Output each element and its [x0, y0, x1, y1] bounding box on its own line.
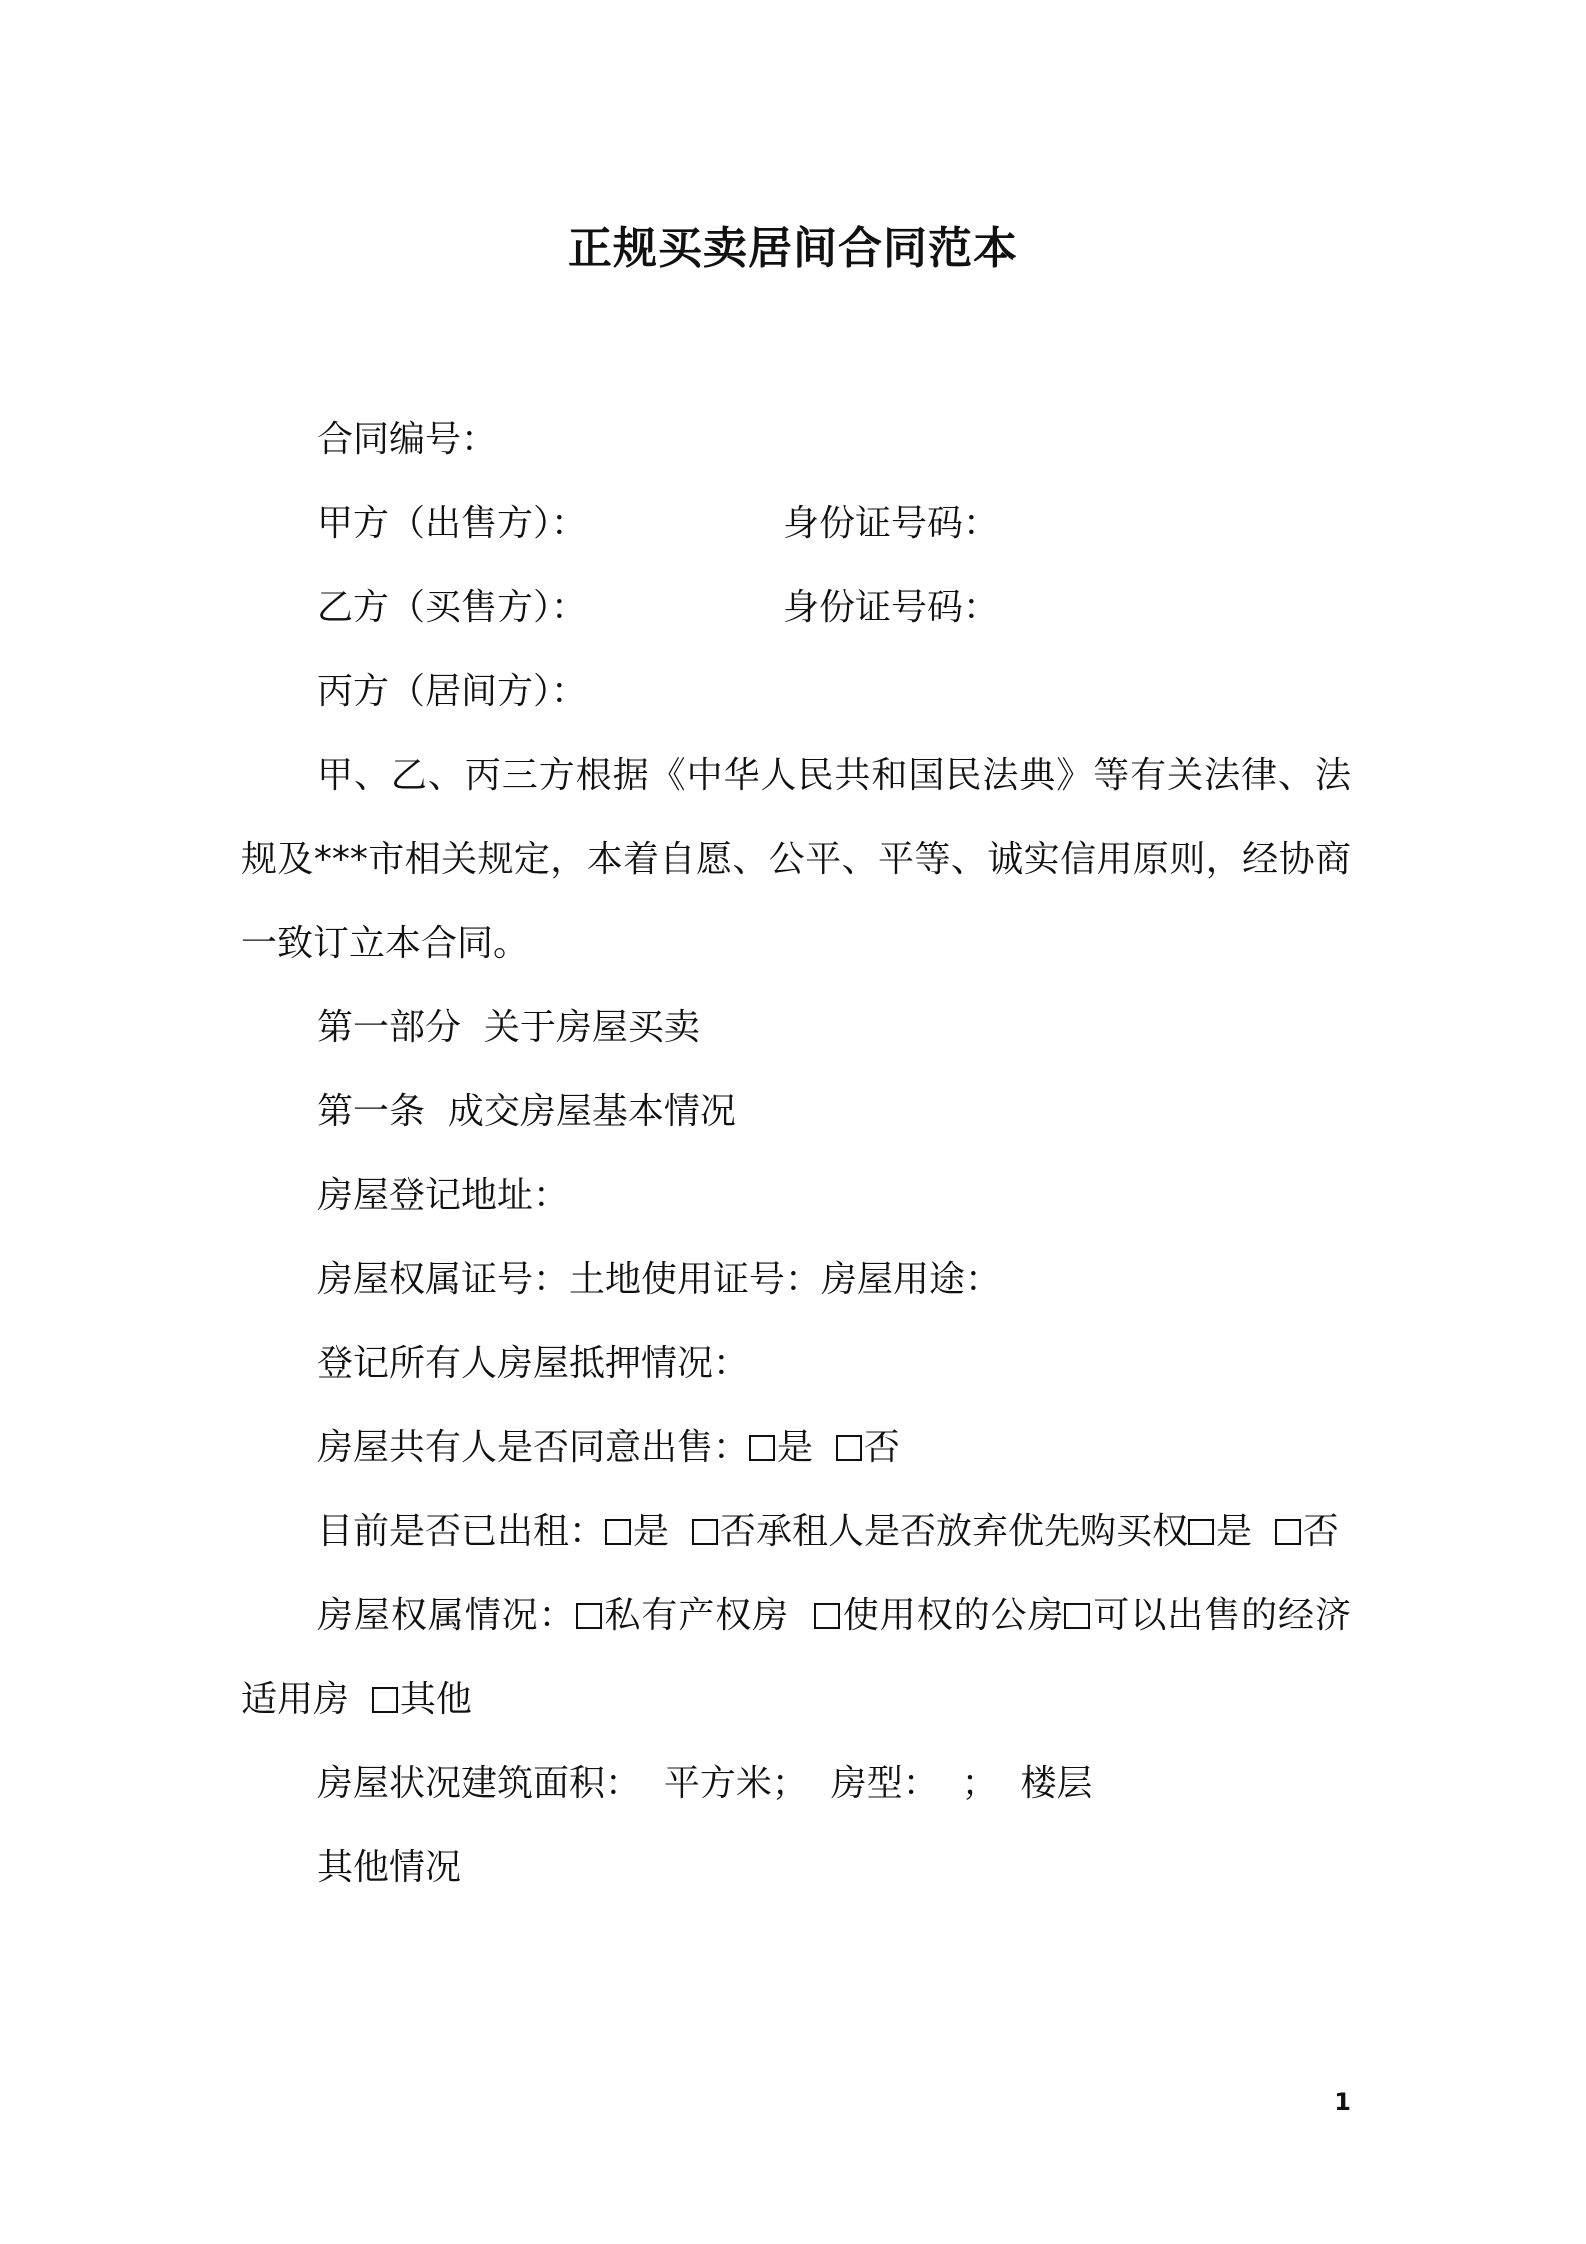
own-affordable-label: 可以出售的经济适用房	[241, 1595, 1351, 1720]
rented-yes-checkbox[interactable]	[605, 1519, 631, 1545]
preamble-paragraph: 甲、乙、丙三方根据《中华人民共和国民法典》等有关法律、法规及***市相关规定，本着自愿、公平、平等、诚实信用原则，经协商一致订立本合同。	[241, 755, 1351, 964]
co-owner-yes-checkbox[interactable]	[749, 1435, 775, 1461]
certificates-line: 房屋权属证号：土地使用证号：房屋用途：	[317, 1259, 1002, 1300]
tenant-no-checkbox[interactable]	[1275, 1519, 1301, 1545]
address-line: 房屋登记地址：	[317, 1175, 570, 1216]
article-one-heading: 第一条 成交房屋基本情况	[317, 1091, 736, 1132]
co-owner-line	[241, 1406, 1351, 1490]
tenant-yes-checkbox[interactable]	[1188, 1519, 1214, 1545]
own-affordable-checkbox[interactable]	[1064, 1603, 1090, 1629]
tenant-no-label: 否	[1302, 1511, 1339, 1552]
document-title: 正规买卖居间合同范本	[568, 223, 1018, 274]
part-one-heading: 第一部分 关于房屋买卖	[317, 1007, 700, 1048]
document-body	[241, 398, 1351, 1910]
own-private-label: 私有产权房	[603, 1595, 814, 1636]
party-a-id-label: 身份证号码：	[783, 503, 1000, 544]
tenant-yes-label: 是	[1215, 1511, 1252, 1552]
ownership-line	[241, 1574, 1351, 1742]
condition-line: 房屋状况建筑面积： 平方米； 房型： ； 楼层	[317, 1763, 1093, 1804]
other-line: 其他情况	[317, 1847, 462, 1888]
tenant-label: 承租人是否放弃优先购买权	[755, 1511, 1188, 1552]
co-owner-no-checkbox[interactable]	[836, 1435, 862, 1461]
co-owner-label: 房屋共有人是否同意出售：	[317, 1427, 750, 1468]
own-public-label: 使用权的公房	[841, 1595, 1065, 1636]
co-owner-yes-label: 是	[777, 1427, 814, 1468]
own-other-checkbox[interactable]	[372, 1687, 398, 1713]
party-c-line: 丙方（居间方）：	[317, 671, 588, 712]
own-other-label: 其他	[399, 1679, 472, 1720]
mortgage-line: 登记所有人房屋抵押情况：	[317, 1343, 750, 1384]
own-private-checkbox[interactable]	[576, 1603, 602, 1629]
party-a-label: 甲方（出售方）：	[317, 503, 588, 544]
rented-label: 目前是否已出租：	[317, 1511, 606, 1552]
party-b-label: 乙方（买售方）：	[317, 587, 588, 628]
rented-yes-label: 是	[633, 1511, 670, 1552]
party-b-line	[241, 566, 1351, 650]
rented-no-label: 否	[719, 1511, 756, 1552]
own-public-checkbox[interactable]	[814, 1603, 840, 1629]
rented-line	[241, 1490, 1351, 1574]
ownership-label: 房屋权属情况：	[317, 1595, 576, 1636]
contract-number-line: 合同编号：	[317, 419, 498, 460]
page-number: 1	[1334, 2088, 1351, 2116]
co-owner-no-label: 否	[863, 1427, 900, 1468]
rented-no-checkbox[interactable]	[692, 1519, 718, 1545]
party-b-id-label: 身份证号码：	[783, 587, 1000, 628]
party-a-line	[241, 482, 1351, 566]
